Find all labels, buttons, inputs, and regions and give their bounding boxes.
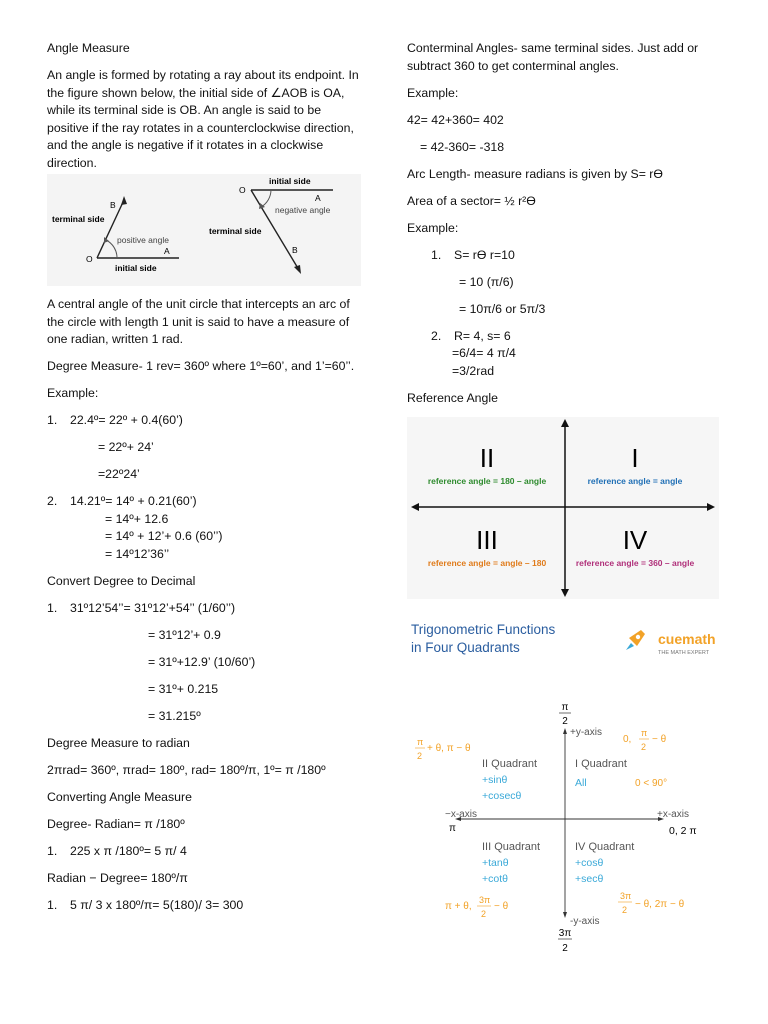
pos-A-label: A xyxy=(164,246,170,256)
coterminal-def: Conterminal Angles- same terminal sides. Just add or subtract 360 to get conterminal angles. xyxy=(407,41,699,73)
angle-measure-heading: Angle Measure xyxy=(47,41,130,55)
angle-figure xyxy=(47,174,361,286)
sector-example-2 xyxy=(407,328,727,346)
q4-name: IV Quadrant xyxy=(575,841,635,853)
q1-range: 0 < 90° xyxy=(635,778,668,789)
list-number: 1. xyxy=(431,247,442,262)
quadrant-II-label: II xyxy=(479,442,495,473)
neg-angle-label: negative angle xyxy=(275,205,331,215)
q2-fn-1: +sinθ xyxy=(482,774,508,786)
q3-angle-b: − θ xyxy=(494,901,509,912)
neg-B-label: B xyxy=(292,245,298,255)
list-number: 1. xyxy=(47,413,58,427)
pos-angle-label: positive angle xyxy=(117,235,169,245)
converting-heading: Converting Angle Measure xyxy=(47,789,192,804)
x-right-label: 0, 2 π xyxy=(669,825,697,837)
convert-line: 31º12’54’’= 31º12’+54’’ (1/60’’) xyxy=(70,600,236,615)
sector-area: Area of a sector= ½ r²ϴ xyxy=(407,193,536,208)
example-2-line: = 14º+ 12.6 xyxy=(105,511,169,526)
sector-line: =3/2rad xyxy=(452,363,495,378)
q2-angle-b: + θ, π − θ xyxy=(427,743,471,754)
trig-title-2: in Four Quadrants xyxy=(411,640,520,655)
arc-length: Arc Length- measure radians is given by S= rϴ xyxy=(407,166,663,181)
pos-terminal-label: terminal side xyxy=(52,214,105,224)
convert-heading: Convert Degree to Decimal xyxy=(47,573,196,588)
x-left-label: π xyxy=(449,823,456,834)
sector-line: = 10 (π/6) xyxy=(459,274,514,289)
trig-functions-figure xyxy=(407,612,717,958)
quadrant-III-label: III xyxy=(476,524,498,555)
sector-line: S= rϴ r=10 xyxy=(454,247,515,262)
brand-name: cuemath xyxy=(658,631,716,647)
example-1-line: = 22º+ 24’ xyxy=(98,440,154,454)
reference-angle-figure xyxy=(407,417,719,599)
radian-degree-example xyxy=(47,897,365,915)
top-2: 2 xyxy=(562,716,568,727)
plus-x-label: +x-axis xyxy=(657,809,689,820)
minus-x-label: −x-axis xyxy=(445,809,477,820)
right-column xyxy=(407,40,727,609)
bottom-2: 2 xyxy=(562,943,568,954)
example-label: Example: xyxy=(47,386,99,400)
convert-line: = 31º+ 0.215 xyxy=(148,681,219,696)
convert-line: = 31º12’+ 0.9 xyxy=(148,627,221,642)
q4-angle-num: 3π xyxy=(620,891,632,901)
q4-angle-den: 2 xyxy=(622,905,628,915)
q1-angle-num: π xyxy=(641,728,648,738)
list-number: 1. xyxy=(47,843,58,858)
convert-line: = 31º+12.9’ (10/60’) xyxy=(148,654,256,669)
list-number: 1. xyxy=(47,600,58,615)
quadrant-I-rule: reference angle = angle xyxy=(587,475,683,486)
angle-intro: An angle is formed by rotating a ray about its endpoint. In the figure shown below, the initial side of ∠AOB is OA, while its terminal side is OB. An angle is said to be positive if the ray rotates in a counterclockwise direction, and the angle is negative if it rotates in a clockwise direction. xyxy=(47,68,359,170)
trig-title-1: Trigonometric Functions xyxy=(411,622,556,637)
sector-line: R= 4, s= 6 xyxy=(454,328,511,343)
q4-fn-1: +cosθ xyxy=(575,857,604,869)
brand-tagline: THE MATH EXPERT xyxy=(658,650,710,656)
degree-radian-line: 225 x π /180º= 5 π/ 4 xyxy=(70,843,187,858)
convert-line: = 31.215º xyxy=(148,708,201,723)
reference-heading: Reference Angle xyxy=(407,390,498,405)
sector-example-1 xyxy=(407,247,727,265)
q1-name: I Quadrant xyxy=(575,758,627,770)
example-2-line: 14.21º= 14º + 0.21(60’) xyxy=(70,494,197,508)
q1-angle-a: 0, xyxy=(623,734,632,745)
example-1 xyxy=(47,412,365,430)
example-2-line: = 14º + 12’+ 0.6 (60’’) xyxy=(105,529,223,543)
example-label: Example: xyxy=(407,220,459,235)
neg-initial-label: initial side xyxy=(269,176,311,186)
quadrant-III-rule: reference angle = angle – 180 xyxy=(427,557,547,568)
q4-fn-2: +secθ xyxy=(575,873,604,885)
quadrant-I-label: I xyxy=(631,442,639,473)
example-label: Example: xyxy=(407,85,459,100)
radian-definition: A central angle of the unit circle that intercepts an arc of the circle with length 1 unit is said to have a measure of one radian, written 1 rad. xyxy=(47,297,350,346)
top-pi: π xyxy=(561,702,569,713)
list-number: 2. xyxy=(431,328,442,343)
radian-degree-line: 5 π/ 3 x 180º/π= 5(180)/ 3= 300 xyxy=(70,897,244,912)
neg-A-label: A xyxy=(315,193,321,203)
q2-name: II Quadrant xyxy=(482,758,538,770)
degree-radian: Degree- Radian= π /180º xyxy=(47,816,185,831)
rocket-icon xyxy=(626,630,645,650)
minus-y-label: -y-axis xyxy=(570,916,600,927)
q3-angle-a: π + θ, xyxy=(445,901,472,912)
q1-functions: All xyxy=(575,777,587,789)
q2-fn-2: +cosecθ xyxy=(482,790,522,802)
example-2-line: = 14º12’36’’ xyxy=(105,546,170,561)
q1-angle-den: 2 xyxy=(641,742,647,752)
coterminal-line: 42= 42+360= 402 xyxy=(407,112,504,127)
deg-to-rad-heading: Degree Measure to radian xyxy=(47,735,190,750)
convert-example xyxy=(47,600,365,618)
deg-to-rad-formula: 2πrad= 360º, πrad= 180º, rad= 180º/π, 1º= π /180º xyxy=(47,762,326,777)
q3-fn-2: +cotθ xyxy=(482,873,508,885)
quadrant-IV-rule: reference angle = 360 – angle xyxy=(575,557,695,568)
pos-O-label: O xyxy=(86,254,93,264)
q3-angle-den: 2 xyxy=(481,909,487,919)
q3-fn-1: +tanθ xyxy=(482,857,509,869)
example-1-line: =22º24’ xyxy=(98,467,140,481)
neg-O-label: O xyxy=(239,185,246,195)
bottom-3pi: 3π xyxy=(558,928,572,939)
degree-measure: Degree Measure- 1 rev= 360º where 1º=60’, and 1’=60’’. xyxy=(47,359,355,373)
q4-angle-b: − θ, 2π − θ xyxy=(635,899,685,910)
q2-angle-den: 2 xyxy=(417,751,423,761)
q2-angle-num: π xyxy=(417,737,424,747)
quadrant-II-rule: reference angle = 180 – angle xyxy=(427,475,547,486)
sector-line: = 10π/6 or 5π/3 xyxy=(459,301,546,316)
example-2 xyxy=(47,493,365,511)
coterminal-line: = 42-360= -318 xyxy=(420,139,505,154)
example-1-line: 22.4º= 22º + 0.4(60’) xyxy=(70,413,183,427)
sector-line: =6/4= 4 π/4 xyxy=(452,346,516,360)
q1-angle-b: − θ xyxy=(652,734,667,745)
list-number: 1. xyxy=(47,897,58,912)
pos-initial-label: initial side xyxy=(115,263,157,273)
list-number: 2. xyxy=(47,494,58,508)
degree-radian-example xyxy=(47,843,365,861)
neg-terminal-label: terminal side xyxy=(209,226,262,236)
plus-y-label: +y-axis xyxy=(570,727,602,738)
q3-angle-num: 3π xyxy=(479,895,491,905)
q3-name: III Quadrant xyxy=(482,841,541,853)
pos-B-label: B xyxy=(110,200,116,210)
quadrant-IV-label: IV xyxy=(622,524,648,555)
left-column xyxy=(47,40,365,924)
radian-degree: Radian − Degree= 180º/π xyxy=(47,870,188,885)
